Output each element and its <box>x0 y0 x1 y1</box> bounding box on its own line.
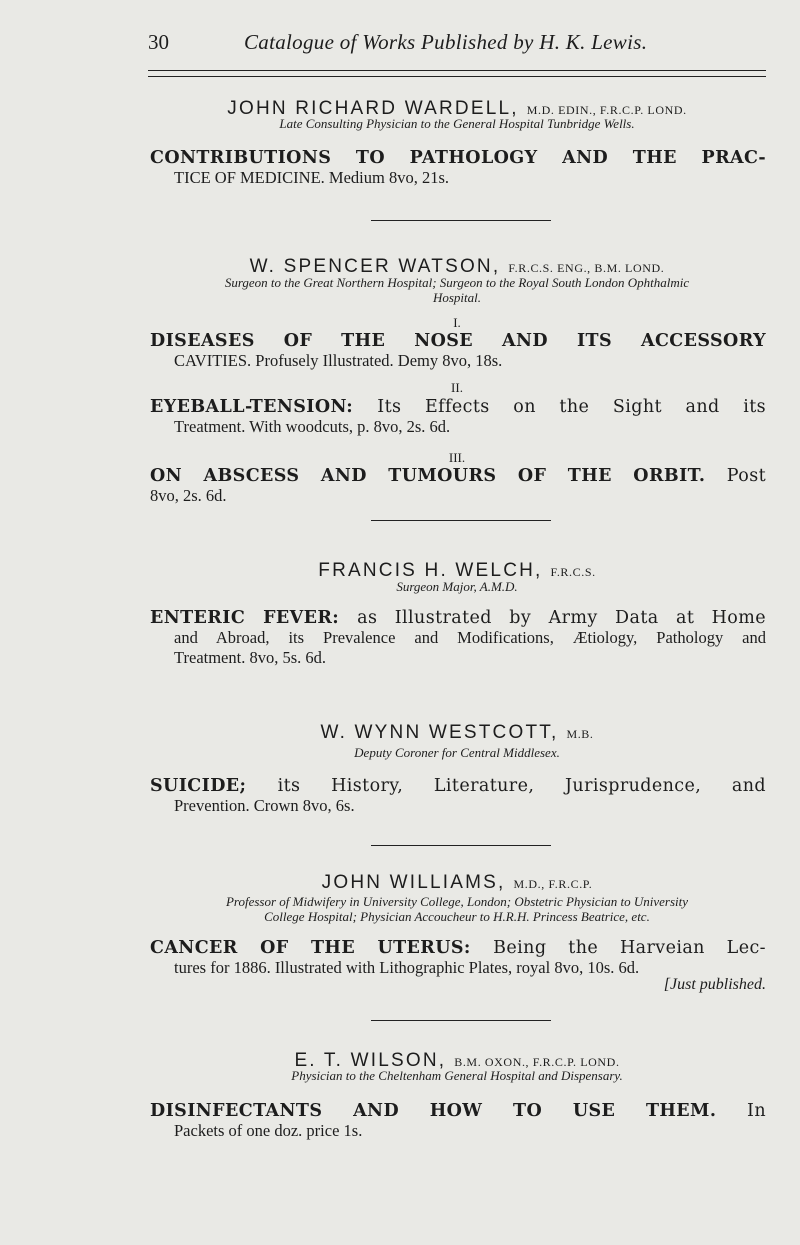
author-description: Physician to the Cheltenham General Hospital and Dispensary. <box>291 1068 623 1083</box>
author-name: JOHN WILLIAMS, M.D., F.R.C.P. <box>321 872 593 893</box>
author-credentials: M.B. <box>566 727 594 741</box>
book-entry <box>150 331 766 371</box>
book-entry <box>150 148 766 188</box>
author-credentials: F.R.C.S. ENG., B.M. LOND. <box>508 261 665 275</box>
book-title: EYEBALL-TENSION: Its Effects on the Sight and its <box>150 397 767 417</box>
author-name: FRANCIS H. WELCH, F.R.C.S. <box>318 560 596 581</box>
section-divider <box>371 1020 551 1021</box>
book-title: SUICIDE; its History, Literature, Jurisprudence, and <box>150 776 766 796</box>
book-detail: Treatment. With woodcuts, p. 8vo, 2s. 6d. <box>174 417 451 436</box>
book-entry <box>150 608 766 668</box>
book-title: CONTRIBUTIONS TO PATHOLOGY AND THE PRAC- <box>150 148 766 168</box>
book-detail: Packets of one doz. price 1s. <box>174 1121 363 1140</box>
book-numeral: III. <box>448 450 466 465</box>
author-description: Hospital. <box>432 290 482 305</box>
page-number: 30 <box>148 30 169 54</box>
book-title: DISEASES OF THE NOSE AND ITS ACCESSORY <box>150 331 766 351</box>
book-entry <box>150 1101 766 1141</box>
book-detail: Prevention. Crown 8vo, 6s. <box>174 796 355 815</box>
author-description: Late Consulting Physician to the General Hospital Tunbridge Wells. <box>279 116 635 131</box>
book-title: CANCER OF THE UTERUS: Being the Harveian Lec- <box>150 938 766 958</box>
author-name: W. WYNN WESTCOTT, M.B. <box>320 722 594 743</box>
author-credentials: M.D. EDIN., F.R.C.P. LOND. <box>526 103 687 117</box>
section-divider <box>371 520 551 521</box>
book-numeral: II. <box>451 380 463 395</box>
book-entry <box>150 938 766 978</box>
author-credentials: F.R.C.S. <box>550 565 596 579</box>
running-title: Catalogue of Works Published by H. K. Lewis. <box>244 30 648 54</box>
section-divider <box>371 220 551 221</box>
book-title: ON ABSCESS AND TUMOURS OF THE ORBIT. Post <box>150 466 767 486</box>
author-name: W. SPENCER WATSON, F.R.C.S. ENG., B.M. LOND. <box>249 256 665 277</box>
book-detail: Treatment. 8vo, 5s. 6d. <box>174 648 327 667</box>
book-title: DISINFECTANTS AND HOW TO USE THEM. In <box>150 1101 766 1121</box>
section-divider <box>371 845 551 846</box>
book-detail: TICE OF MEDICINE. Medium 8vo, 21s. <box>174 168 449 187</box>
book-detail: and Abroad, its Prevalence and Modifications, Ætiology, Pathology and <box>174 628 766 647</box>
running-header <box>148 30 766 60</box>
author-description: Deputy Coroner for Central Middlesex. <box>354 745 560 760</box>
book-detail: tures for 1886. Illustrated with Lithographic Plates, royal 8vo, 10s. 6d. <box>174 958 640 977</box>
book-detail: 8vo, 2s. 6d. <box>150 486 227 505</box>
author-name: E. T. WILSON, B.M. OXON., F.R.C.P. LOND. <box>294 1050 620 1071</box>
book-detail: CAVITIES. Profusely Illustrated. Demy 8vo, 18s. <box>174 351 503 370</box>
author-description: Surgeon Major, A.M.D. <box>396 579 518 594</box>
book-entry <box>150 397 766 437</box>
book-entry <box>150 776 766 816</box>
header-rule <box>148 70 766 71</box>
publication-note: [Just published. <box>663 976 766 993</box>
author-credentials: B.M. OXON., F.R.C.P. LOND. <box>454 1055 620 1069</box>
book-title: ENTERIC FEVER: as Illustrated by Army Data at Home <box>150 608 766 628</box>
header-rule <box>148 76 766 77</box>
book-entry <box>150 466 766 506</box>
author-description: College Hospital; Physician Accoucheur to H.R.H. Princess Beatrice, etc. <box>264 909 650 924</box>
author-name: JOHN RICHARD WARDELL, M.D. EDIN., F.R.C.P. LOND. <box>227 98 687 119</box>
author-credentials: M.D., F.R.C.P. <box>513 877 593 891</box>
author-description: Surgeon to the Great Northern Hospital; Surgeon to the Royal South London Ophthalmic <box>224 275 690 290</box>
author-description: Professor of Midwifery in University College, London; Obstetric Physician to University <box>225 894 689 909</box>
book-numeral: I. <box>453 315 461 330</box>
